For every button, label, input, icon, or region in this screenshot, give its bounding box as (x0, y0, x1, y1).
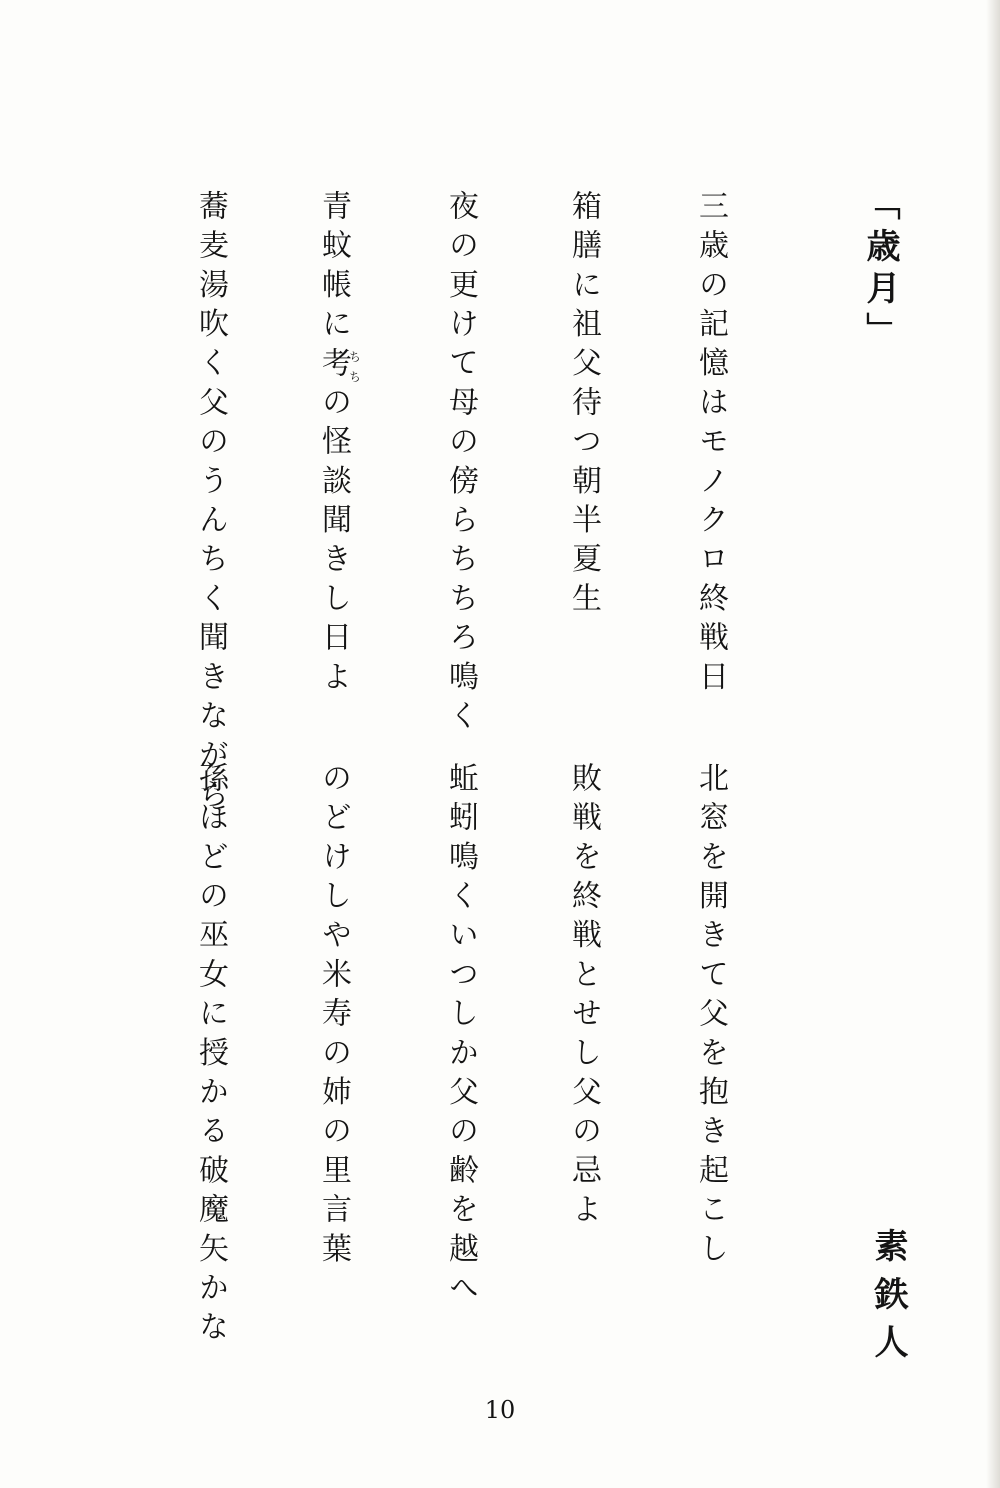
page-number: 10 (484, 1396, 516, 1424)
ruby-annotation: 考ちち (316, 346, 362, 387)
haiku-lower-3: 蚯蚓鳴くいつしか父の齢を越へ (443, 762, 478, 1311)
haiku-lower-5: 孫ほどの巫女に授かる破魔矢かな (193, 762, 228, 1350)
author-name: 素鉄人 (868, 1228, 908, 1372)
haiku-upper-3: 夜の更けて母の傍らちちろ鳴く (443, 190, 478, 739)
haiku-lower-2: 敗戦を終戦とせし父の忌よ (566, 762, 601, 1233)
poem-title: 「歳月」 (860, 186, 900, 354)
haiku-upper-2: 箱膳に祖父待つ朝半夏生 (566, 190, 601, 622)
haiku-upper-1: 三歳の記憶はモノクロ終戦日 (693, 190, 728, 700)
haiku-lower-4: のどけしや米寿の姉の里言葉 (316, 762, 351, 1272)
haiku-upper-4: 青蚊帳に考ちちの怪談聞きし日よ (316, 190, 362, 700)
haiku-lower-1: 北窓を開きて父を抱き起こし (693, 762, 728, 1272)
haiku-upper-5: 蕎麦湯吹く父のうんちく聞きながら (193, 190, 228, 818)
page-edge-shadow (986, 0, 1000, 1488)
